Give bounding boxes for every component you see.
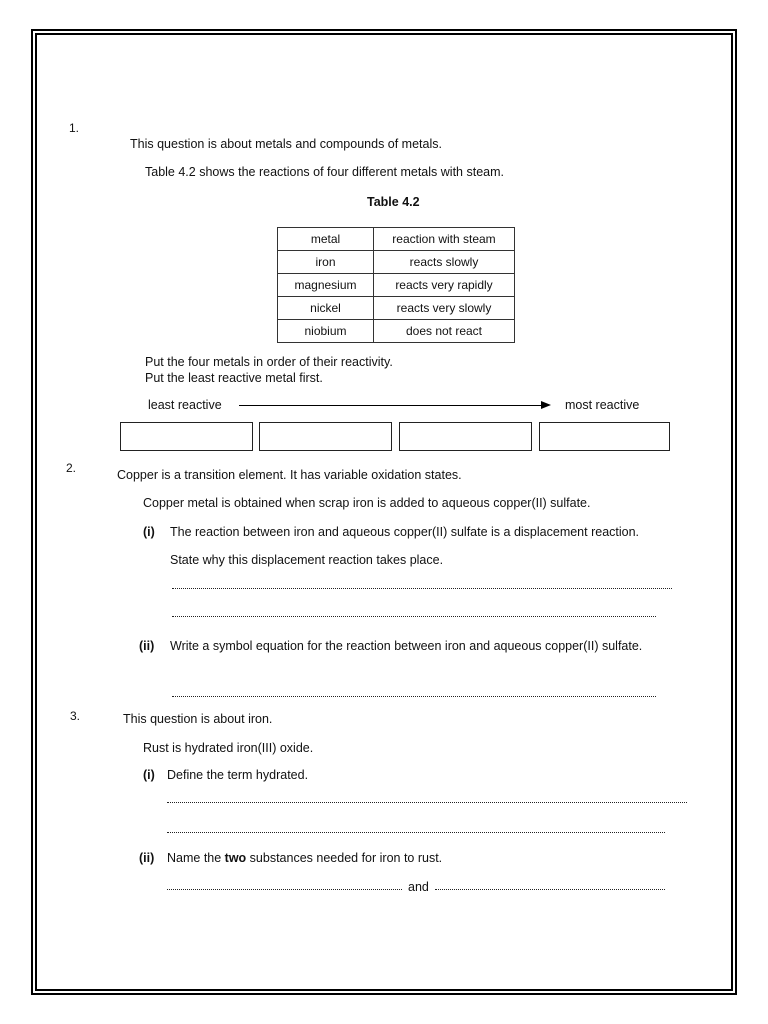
question-3-part-ii-label xyxy=(139,851,154,865)
part-ii-text-pre: Name the xyxy=(167,851,225,865)
question-3-part-ii-text xyxy=(167,851,442,865)
and-word: and xyxy=(408,880,429,894)
table-cell-metal: iron xyxy=(278,251,374,274)
question-2-context: Copper metal is obtained when scrap iron is added to aqueous copper(II) sulfate. xyxy=(143,496,591,510)
answer-line[interactable] xyxy=(172,616,656,617)
table-row xyxy=(278,274,515,297)
question-2-intro: Copper is a transition element. It has variable oxidation states. xyxy=(117,468,462,482)
arrow-head-icon xyxy=(541,401,551,409)
part-label: (i) xyxy=(143,768,155,782)
question-3-part-i-text: Define the term hydrated. xyxy=(167,768,309,782)
question-3-part-i-label xyxy=(143,768,155,782)
answer-line-second-substance[interactable] xyxy=(435,889,665,890)
answer-line[interactable] xyxy=(167,802,687,803)
answer-box-2[interactable] xyxy=(259,422,392,451)
table-row xyxy=(278,297,515,320)
question-1-table-intro: Table 4.2 shows the reactions of four different metals with steam. xyxy=(145,165,504,179)
question-1-instruction-1: Put the four metals in order of their reactivity. xyxy=(145,355,393,369)
question-3-context: Rust is hydrated iron(III) oxide. xyxy=(143,741,314,755)
table-header-row xyxy=(278,228,515,251)
part-ii-text-post: substances needed for iron to rust. xyxy=(246,851,443,865)
most-reactive-label: most reactive xyxy=(565,398,640,412)
table-row xyxy=(278,251,515,274)
question-1-number: 1. xyxy=(69,121,80,135)
answer-line[interactable] xyxy=(167,832,665,833)
part-ii-text-bold: two xyxy=(224,851,247,865)
question-1-instruction-2: Put the least reactive metal first. xyxy=(145,371,323,385)
question-3-intro: This question is about iron. xyxy=(123,712,273,726)
question-2-part-i-text: The reaction between iron and aqueous copper(II) sulfate is a displacement reaction. xyxy=(170,525,640,539)
question-1-intro: This question is about metals and compounds of metals. xyxy=(130,137,442,151)
part-label: (ii) xyxy=(139,851,155,865)
least-reactive-label: least reactive xyxy=(148,398,222,412)
answer-line-first-substance[interactable] xyxy=(167,889,402,890)
table-cell-metal: niobium xyxy=(278,320,374,343)
answer-line[interactable] xyxy=(172,588,672,589)
table-cell-reaction: reacts slowly xyxy=(374,251,515,274)
table-cell-reaction: reacts very slowly xyxy=(374,297,515,320)
steam-reactions-table xyxy=(277,227,515,343)
question-2-part-ii-text: Write a symbol equation for the reaction between iron and aqueous copper(II) sulfate. xyxy=(170,639,643,653)
question-2-part-i-label xyxy=(143,525,155,539)
table-cell-reaction: reacts very rapidly xyxy=(374,274,515,297)
table-cell-metal: nickel xyxy=(278,297,374,320)
question-2-part-ii-label xyxy=(139,639,154,653)
table-header-cell: reaction with steam xyxy=(374,228,515,251)
answer-box-1[interactable] xyxy=(120,422,253,451)
question-3-number: 3. xyxy=(70,709,81,723)
table-cell-metal: magnesium xyxy=(278,274,374,297)
table-header-cell: metal xyxy=(278,228,374,251)
question-2-part-i-prompt: State why this displacement reaction takes place. xyxy=(170,553,444,567)
part-label: (ii) xyxy=(139,639,155,653)
reactivity-arrow-line xyxy=(239,405,544,406)
table-row xyxy=(278,320,515,343)
answer-box-4[interactable] xyxy=(539,422,670,451)
table-title: Table 4.2 xyxy=(367,195,420,209)
answer-line[interactable] xyxy=(172,696,656,697)
part-label: (i) xyxy=(143,525,155,539)
question-2-number: 2. xyxy=(66,461,77,475)
table-cell-reaction: does not react xyxy=(374,320,515,343)
answer-box-3[interactable] xyxy=(399,422,532,451)
